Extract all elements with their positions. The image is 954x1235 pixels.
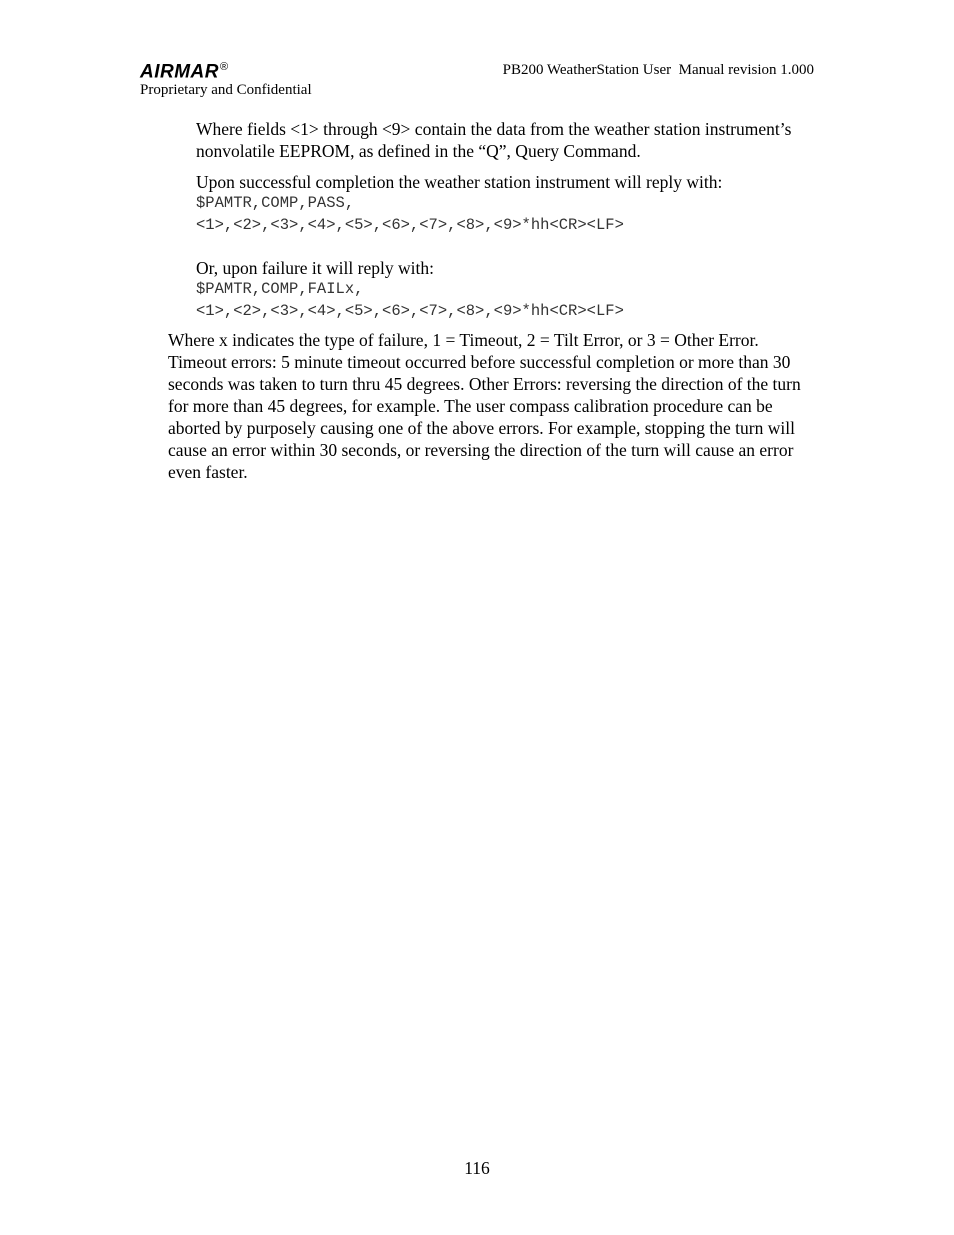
paragraph-text: Where fields <1> through <9> contain the data from the weather station instrument’s nonvolatile EEPROM, as defined in the “Q”, Query Command.: [196, 119, 792, 161]
page-number: 116: [464, 1158, 490, 1178]
pass-sentence-line-1: $PAMTR,COMP,PASS,: [196, 194, 355, 212]
eeprom-fields-paragraph: [196, 118, 826, 162]
document-title: PB200 WeatherStation User Manual revision 1.000: [502, 62, 814, 78]
confidentiality-note: Proprietary and Confidential: [140, 82, 312, 98]
fail-sentence-line-1: $PAMTR,COMP,FAILx,: [196, 280, 364, 298]
registered-mark: ®: [220, 61, 229, 73]
paragraph-text: Where x indicates the type of failure, 1 = Timeout, 2 = Tilt Error, or 3 = Other Error. Timeout errors: 5 minute timeout occurred before successful completion or more than 30 seconds was taken to turn thru 45 degrees. Other Errors: reversing the direction of the turn for more than 45 degrees, for example. The user compass calibration procedure can be aborted by purposely causing one of the above errors. For example, stopping the turn will cause an error within 30 seconds, or reversing the direction of the turn will cause an error even faster.: [168, 330, 801, 482]
pass-reply-intro: Upon successful completion the weather station instrument will reply with:: [196, 172, 723, 192]
pass-sentence-line-2: <1>,<2>,<3>,<4>,<5>,<6>,<7>,<8>,<9>*hh<CR><LF>: [196, 215, 624, 234]
pass-reply-block: [196, 171, 826, 236]
fail-sentence-line-2: <1>,<2>,<3>,<4>,<5>,<6>,<7>,<8>,<9>*hh<CR><LF>: [196, 301, 624, 320]
fail-reply-block: [196, 257, 826, 322]
airmar-logo: [140, 56, 229, 83]
failure-explanation-paragraph: [168, 329, 818, 483]
fail-reply-intro: Or, upon failure it will reply with:: [196, 258, 434, 278]
logo-text: AIRMAR: [140, 61, 219, 83]
